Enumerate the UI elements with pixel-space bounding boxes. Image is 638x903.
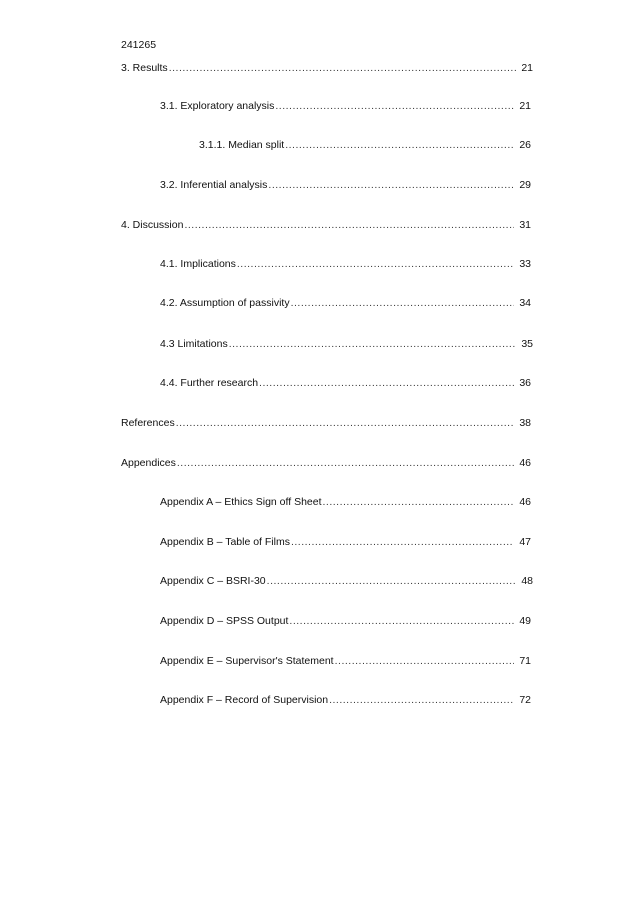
toc-entry-title: 4. Discussion: [121, 219, 184, 231]
document-id: 241265: [121, 39, 157, 51]
toc-entry-page: 35: [521, 338, 533, 350]
toc-entry-median-split: [199, 139, 531, 152]
toc-leader-dots: [335, 655, 514, 668]
toc-leader-dots: [329, 694, 514, 707]
toc-leader-dots: [275, 100, 514, 113]
toc-leader-dots: [169, 62, 516, 75]
toc-leader-dots: [285, 139, 514, 152]
toc-leader-dots: [267, 575, 516, 588]
toc-entry-title: Appendix C – BSRI-30: [160, 575, 266, 587]
toc-entry-title: Appendix D – SPSS Output: [160, 615, 289, 627]
toc-entry-appendix-d: [160, 615, 531, 628]
toc-entry-page: 29: [519, 179, 531, 191]
toc-leader-dots: [323, 496, 514, 509]
toc-entry-page: 72: [519, 694, 531, 706]
toc-entry-title: 3. Results: [121, 62, 168, 74]
toc-leader-dots: [184, 219, 514, 232]
toc-entry-title: References: [121, 417, 175, 429]
toc-entry-page: 71: [519, 655, 531, 667]
toc-entry-appendix-a: [160, 496, 531, 509]
toc-entry-appendix-e: [160, 655, 531, 668]
toc-entry-page: 36: [519, 377, 531, 389]
toc-entry-title: 3.1.1. Median split: [199, 139, 285, 151]
toc-entry-references: [121, 417, 531, 430]
toc-entry-appendix-c: [160, 575, 533, 588]
toc-entry-title: 4.3 Limitations: [160, 338, 228, 350]
toc-leader-dots: [229, 338, 516, 351]
toc-leader-dots: [259, 377, 514, 390]
toc-leader-dots: [177, 457, 514, 470]
toc-entry-page: 33: [519, 258, 531, 270]
toc-entry-inferential-analysis: [160, 179, 531, 192]
toc-leader-dots: [176, 417, 514, 430]
toc-entry-page: 38: [519, 417, 531, 429]
toc-entry-page: 46: [519, 496, 531, 508]
toc-entry-appendix-f: [160, 694, 531, 707]
toc-entry-title: 4.4. Further research: [160, 377, 259, 389]
toc-leader-dots: [237, 258, 514, 271]
toc-leader-dots: [291, 297, 514, 310]
toc-leader-dots: [289, 615, 514, 628]
toc-entry-page: 21: [519, 100, 531, 112]
toc-entry-page: 34: [519, 297, 531, 309]
toc-entry-page: 48: [521, 575, 533, 587]
toc-entry-page: 21: [521, 62, 533, 74]
toc-entry-appendix-b: [160, 536, 531, 549]
toc-entry-title: Appendices: [121, 457, 176, 469]
toc-entry-page: 31: [519, 219, 531, 231]
toc-entry-page: 47: [519, 536, 531, 548]
toc-entry-title: 4.1. Implications: [160, 258, 236, 270]
toc-entry-title: Appendix E – Supervisor's Statement: [160, 655, 334, 667]
toc-entry-implications: [160, 258, 531, 271]
toc-entry-title: 4.2. Assumption of passivity: [160, 297, 290, 309]
toc-entry-page: 46: [519, 457, 531, 469]
toc-entry-title: 3.2. Inferential analysis: [160, 179, 268, 191]
toc-entry-title: Appendix F – Record of Supervision: [160, 694, 329, 706]
toc-entry-exploratory-analysis: [160, 100, 531, 113]
toc-entry-title: Appendix A – Ethics Sign off Sheet: [160, 496, 322, 508]
toc-entry-discussion: [121, 219, 531, 232]
toc-leader-dots: [291, 536, 514, 549]
toc-entry-appendices: [121, 457, 531, 470]
toc-entry-page: 26: [519, 139, 531, 151]
toc-entry-title: 3.1. Exploratory analysis: [160, 100, 275, 112]
toc-entry-assumption-of-passivity: [160, 297, 531, 310]
toc-leader-dots: [268, 179, 514, 192]
toc-entry-limitations: [160, 338, 533, 351]
toc-entry-further-research: [160, 377, 531, 390]
toc-entry-title: Appendix B – Table of Films: [160, 536, 290, 548]
toc-entry-page: 49: [519, 615, 531, 627]
toc-entry-results: [121, 62, 533, 75]
